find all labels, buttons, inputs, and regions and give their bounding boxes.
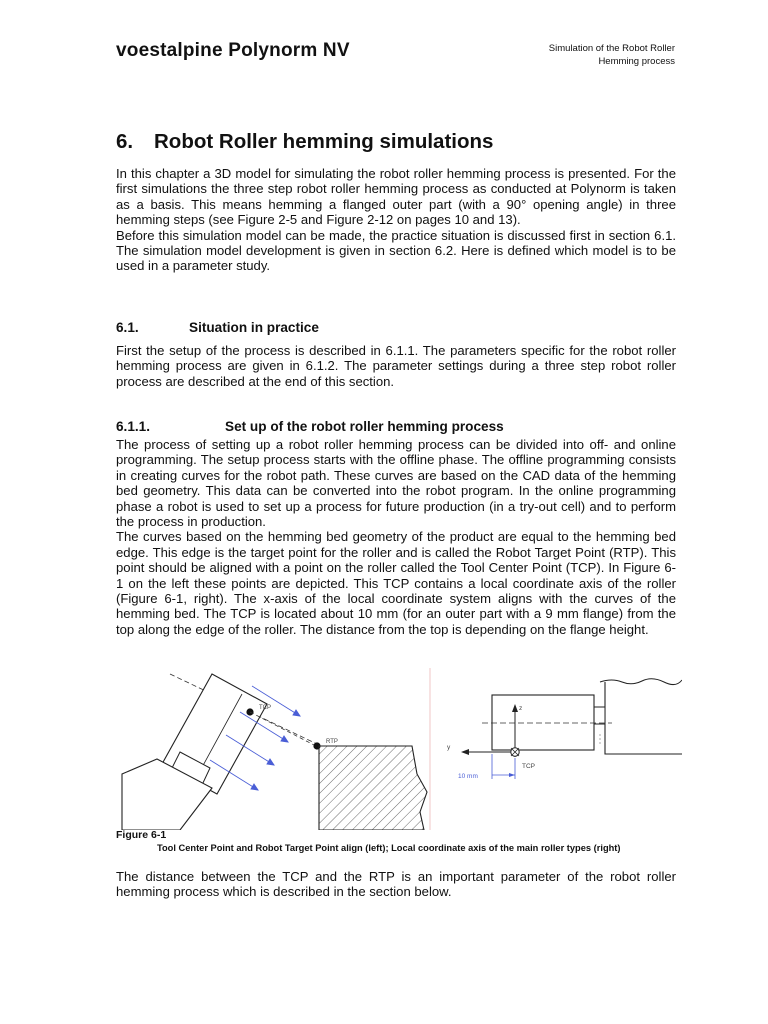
subsection-number: 6.1.1. [116,419,151,434]
intro-text [116,166,676,274]
header-title-line1: Simulation of the Robot Roller [548,43,675,54]
section-heading-6-1 [116,320,319,335]
z-axis-label: z [519,705,523,712]
rtp-label: RTP [326,739,338,745]
intro-paragraph-2: Before this simulation model can be made, the practice situation is discussed first in section 6.1. The simulation model development is given in section 6.2. Here is defined which model is to be used in a parameter study. [116,227,676,274]
header-title-line2: Hemming process [598,56,675,67]
tcp-label: TCP [259,705,271,711]
section-number: 6.1. [116,320,139,335]
roller-shaft [594,707,605,724]
roller-side-view [492,695,594,750]
dimension-10mm-label: 10 mm [458,773,478,780]
figure-left-drawing [122,674,427,830]
subsection-title: Set up of the robot roller hemming process [225,419,504,434]
hemming-bed [319,746,427,830]
wall-body [605,682,682,754]
tcp-right-label: TCP [522,763,535,770]
section-6-1-paragraph: First the setup of the process is described in 6.1.1. The parameters specific for the robot roller hemming process are given in 6.1.2. The parameter settings during a three step robot roller process are described at the end of this section. [116,343,676,389]
chapter-number: 6. [116,130,134,153]
section-6-1-text [116,343,676,389]
figure-6-1 [112,664,682,830]
section-6-1-1-text [116,437,676,637]
intro-paragraph-1: In this chapter a 3D model for simulating the robot roller hemming process is presented. For the first simulations the three step robot roller hemming process as conducted at Polynorm is taken as a basis. This means hemming a flanged outer part (with a 90° opening angle) in three hemming steps (see Figure 2-5 and Figure 2-12 on pages 10 and 13). [116,166,676,228]
company-logo: voestalpine Polynorm NV [116,40,350,61]
closing-paragraph: The distance between the TCP and the RTP is an important parameter of the robot roller hemming process which is described in the section below. [116,869,676,900]
figure-right-drawing [447,679,682,780]
wall-wavy-edge [600,679,682,685]
section-6-1-1-paragraph-2: The curves based on the hemming bed geometry of the product are equal to the hemming bed edge. This edge is the target point for the roller and is called the Robot Target Point (RTP). This point should be aligned with a point on the roller called the Tool Center Point (TCP). In Figure 6-1 on the left these points are depicted. This TCP contains a local coordinate axis of the roller (Figure 6-1, right). The x-axis of the local coordinate system aligns with the curves of the hemming bed. The TCP is located about 10 mm (for an outer part with a 9 mm flange) from the top along the edge of the roller. The distance from the top is depending on the flange height. [116,529,676,637]
y-axis-label: y [447,744,451,751]
section-title: Situation in practice [189,320,319,335]
closing-text [116,869,676,900]
figure-caption-text: Tool Center Point and Robot Target Point align (left); Local coordinate axis of the main roller types (right) [157,843,621,853]
chapter-title: Robot Roller hemming simulations [154,130,494,153]
chapter-heading [116,130,493,154]
section-heading-6-1-1 [116,419,504,434]
document-header-title [549,42,675,68]
figure-caption-title: Figure 6-1 [116,829,167,841]
section-6-1-1-paragraph-1: The process of setting up a robot roller hemming process can be divided into off- and online programming. The setup process starts with the offline phase. The offline programming consists in creating curves for the robot path. These curves are based on the CAD data of the hemming bed geometry. This data can be converted into the robot program. In the online programming phase a robot is used to set up a process for future production (in a try-out cell) and to perform the process in production. [116,437,676,530]
